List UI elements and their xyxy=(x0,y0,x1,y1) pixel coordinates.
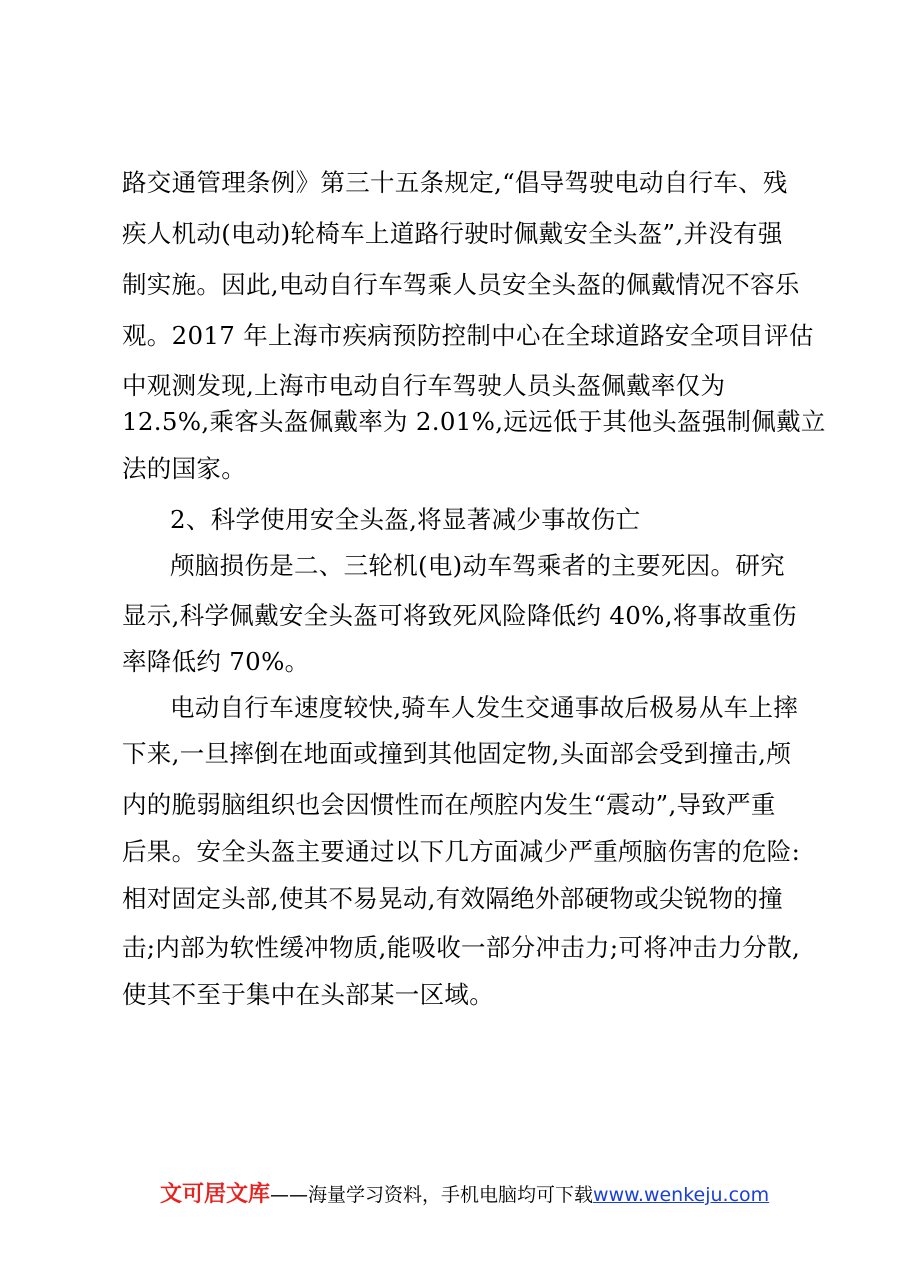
footer-banner xyxy=(160,1180,769,1210)
body-text-line: 后果。安全头盔主要通过以下几方面减少严重颅脑伤害的危险: xyxy=(122,837,801,866)
body-text-line: 击;内部为软性缓冲物质,能吸收一部分冲击力;可将冲击力分散, xyxy=(122,933,801,962)
body-text-line: 显示,科学佩戴安全头盔可将致死风险降低约 40%,将事故重伤 xyxy=(122,601,797,630)
body-text-line: 率降低约 70%。 xyxy=(122,647,310,676)
body-text-line: 路交通管理条例》第三十五条规定,“倡导驾驶电动自行车、残 xyxy=(122,168,788,197)
body-text-line: 内的脆弱脑组织也会因惯性而在颅腔内发生“震动”,导致严重 xyxy=(122,790,776,819)
body-text-line: 观。2017 年上海市疾病预防控制中心在全球道路安全项目评估 xyxy=(122,321,814,350)
body-text-line: 法的国家。 xyxy=(122,454,246,483)
website-link[interactable]: www.wenkeju.com xyxy=(593,1184,770,1206)
body-text-line: 电动自行车速度较快,骑车人发生交通事故后极易从车上摔 xyxy=(170,693,799,722)
section-heading: 2、科学使用安全头盔,将显著减少事故伤亡 xyxy=(170,505,641,534)
body-text-line: 下来,一旦摔倒在地面或撞到其他固定物,头面部会受到撞击,颅 xyxy=(122,739,792,768)
brand-name: 文可居文库 xyxy=(160,1182,271,1207)
body-text-line: 制实施。因此,电动自行车驾乘人员安全头盔的佩戴情况不容乐 xyxy=(122,270,800,299)
body-text-line: 中观测发现,上海市电动自行车驾驶人员头盔佩戴率仅为 xyxy=(122,371,726,400)
body-text-line: 12.5%,乘客头盔佩戴率为 2.01%,远远低于其他头盔强制佩戴立 xyxy=(122,407,826,436)
footer-slogan: ——海量学习资料，手机电脑均可下载 xyxy=(270,1184,594,1206)
body-text-line: 疾人机动(电动)轮椅车上道路行驶时佩戴安全头盔”,并没有强 xyxy=(122,219,783,248)
body-text-line: 颅脑损伤是二、三轮机(电)动车驾乘者的主要死因。研究 xyxy=(170,551,785,580)
body-text-line: 相对固定头部,使其不易晃动,有效隔绝外部硬物或尖锐物的撞 xyxy=(122,884,783,913)
body-text-line: 使其不至于集中在头部某一区域。 xyxy=(122,980,494,1009)
